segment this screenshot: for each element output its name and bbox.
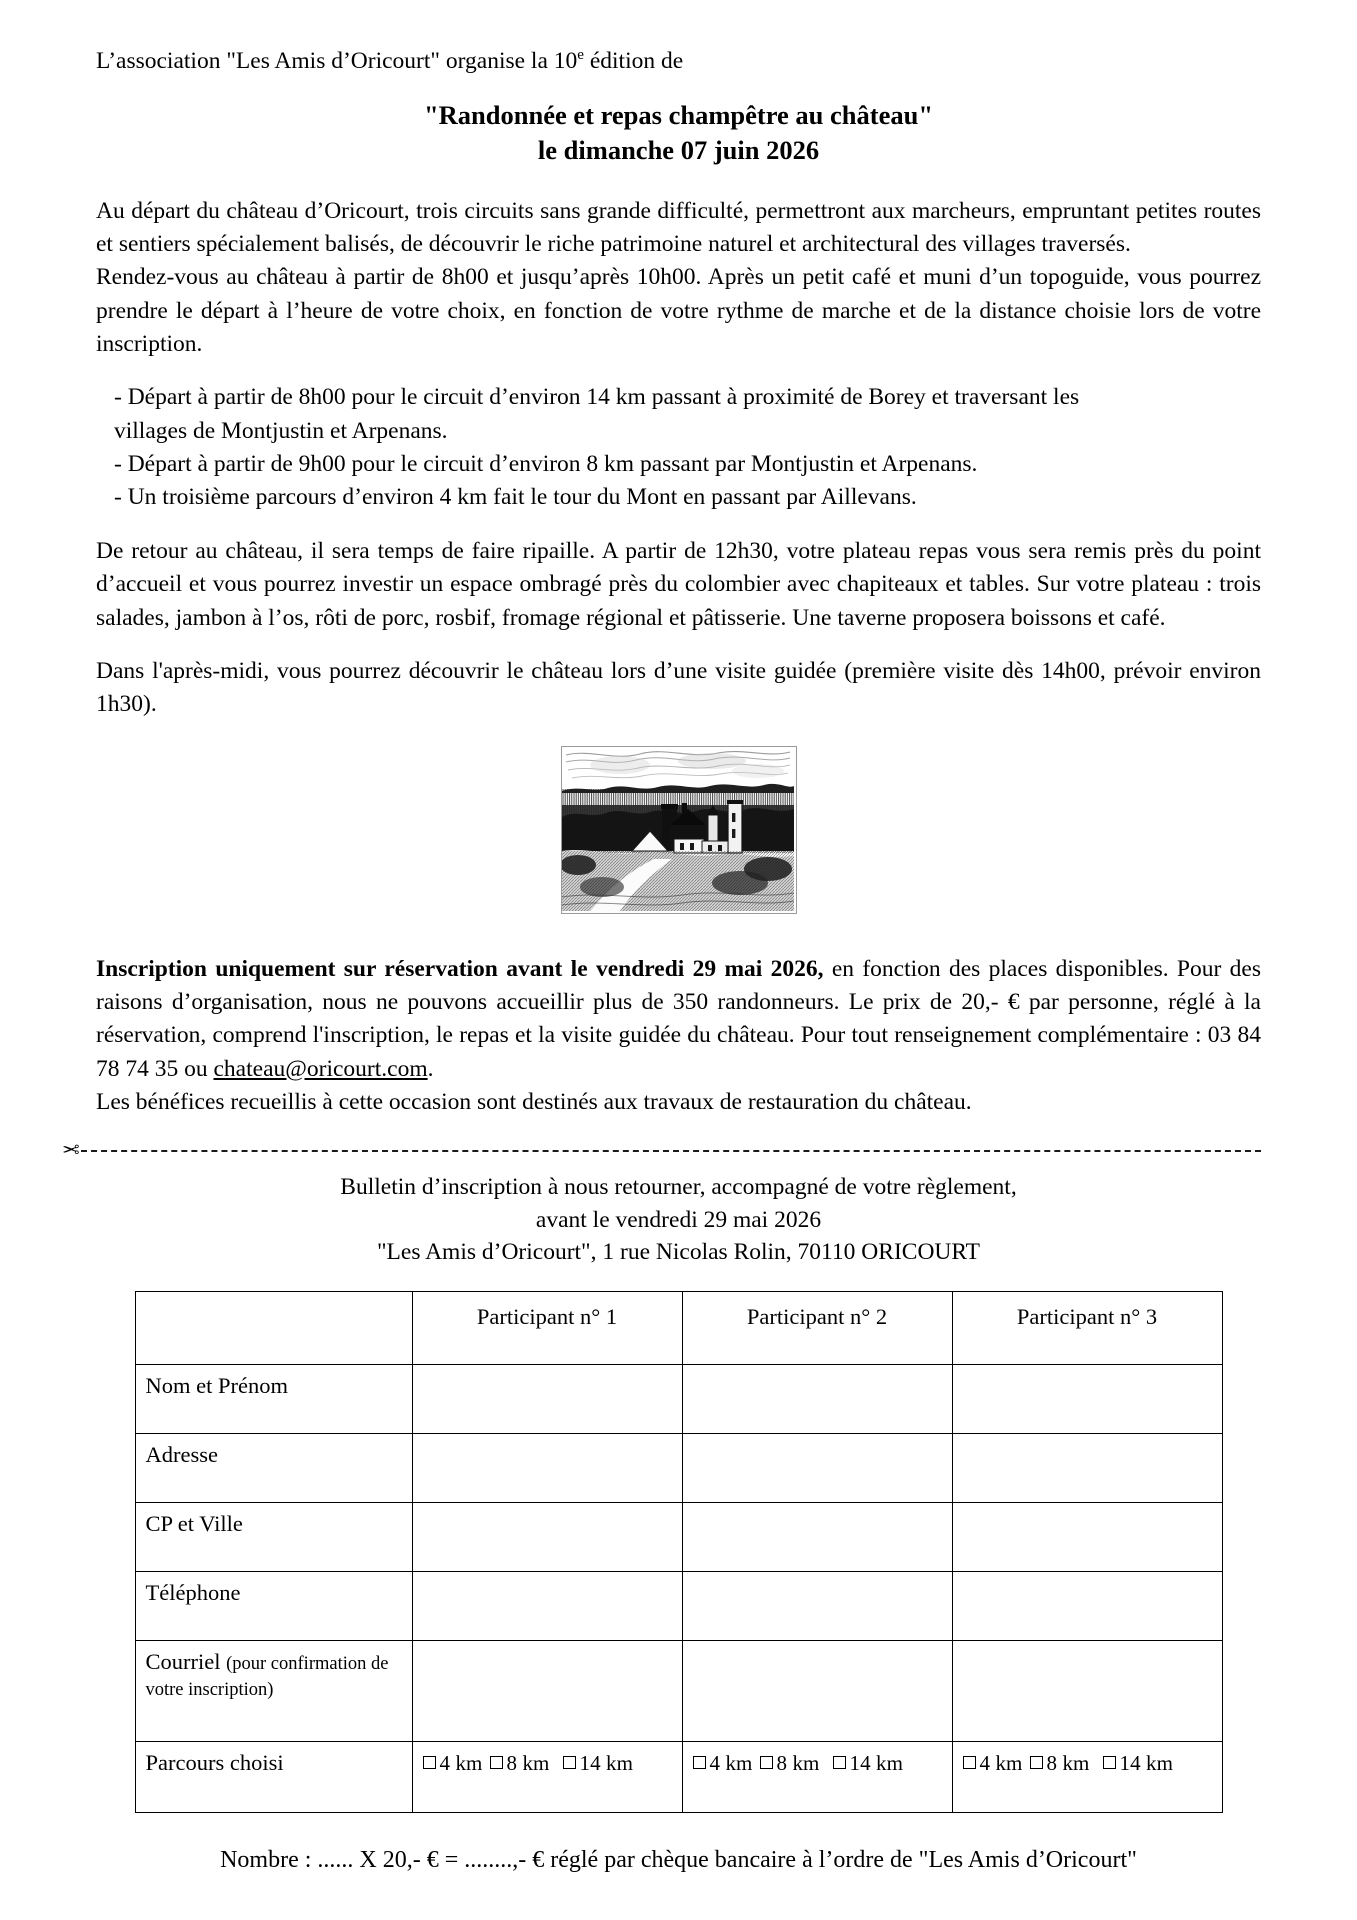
circuits-list [96, 381, 1261, 514]
table-row [135, 1571, 1222, 1640]
table-header-row [135, 1291, 1222, 1364]
scissors-icon: ✂ [62, 1137, 80, 1162]
circuit-item-1-line-1: - Départ à partir de 8h00 pour le circuit d’environ 14 km passant à proximité de Borey et traversant les [114, 384, 1080, 411]
option-label-8km-p1: 8 km [506, 1750, 550, 1775]
field-adresse-participant-3[interactable] [952, 1433, 1222, 1502]
field-nom-participant-2[interactable] [682, 1364, 952, 1433]
circuit-item-1-line-2: villages de Montjustin et Arpenans. [114, 417, 448, 444]
title-line-2: le dimanche 07 juin 2026 [537, 135, 820, 166]
field-nom-participant-1[interactable] [412, 1364, 682, 1433]
intro-text-after: édition de [583, 48, 684, 74]
option-label-14km-p3: 14 km [1119, 1750, 1174, 1775]
option-label-4km-p2: 4 km [709, 1750, 753, 1775]
row-label-courriel-note: (pour confirmation de votre inscription) [145, 1653, 389, 1701]
table-header-participant-2: Participant n° 2 [682, 1291, 952, 1364]
parcours-cell-participant-3 [952, 1741, 1222, 1812]
field-cp-ville-participant-1[interactable] [412, 1502, 682, 1571]
circuit-item-2 [114, 448, 1261, 481]
paragraph-visite: Dans l'après-midi, vous pourrez découvrir le château lors d’une visite guidée (première visite dès 14h00, prévoir environ 1h30). [96, 657, 1261, 718]
table-row [135, 1433, 1222, 1502]
field-courriel-participant-3[interactable] [952, 1640, 1222, 1741]
registration-end-period: . [427, 1055, 434, 1082]
field-cp-ville-participant-3[interactable] [952, 1502, 1222, 1571]
field-telephone-participant-2[interactable] [682, 1571, 952, 1640]
table-header-blank [135, 1291, 412, 1364]
checkbox-4km-p2[interactable] [693, 1756, 706, 1769]
bulletin-instructions [96, 1171, 1261, 1268]
parcours-cell-participant-1 [412, 1741, 682, 1812]
title-line-1: "Randonnée et repas champêtre au château" [423, 100, 934, 131]
circuit-item-1 [114, 381, 1261, 414]
field-adresse-participant-2[interactable] [682, 1433, 952, 1502]
email-link[interactable]: chateau@oricourt.com [213, 1055, 428, 1082]
option-label-4km-p3: 4 km [979, 1750, 1023, 1775]
row-label-telephone: Téléphone [135, 1571, 412, 1640]
table-header-participant-1: Participant n° 1 [412, 1291, 682, 1364]
option-label-14km-p2: 14 km [849, 1750, 904, 1775]
bulletin-line-3: "Les Amis d’Oricourt", 1 rue Nicolas Rolin, 70110 ORICOURT [376, 1239, 981, 1266]
parcours-options-2 [693, 1751, 904, 1775]
registration-deadline-bold: Inscription uniquement sur réservation avant le vendredi 29 mai 2026, [96, 955, 824, 982]
table-row [135, 1741, 1222, 1812]
row-label-courriel [135, 1640, 412, 1741]
ordinal-superscript: e [577, 47, 584, 64]
registration-paragraph [96, 953, 1261, 1086]
checkbox-4km-p3[interactable] [963, 1756, 976, 1769]
dashed-line [81, 1150, 1261, 1152]
table-row [135, 1364, 1222, 1433]
checkbox-14km-p1[interactable] [563, 1756, 576, 1769]
circuit-item-3 [114, 481, 1261, 514]
bulletin-line-1: Bulletin d’inscription à nous retourner, accompagné de votre règlement, [340, 1174, 1017, 1201]
option-label-8km-p3: 8 km [1046, 1750, 1090, 1775]
paragraph-repas: De retour au château, il sera temps de faire ripaille. A partir de 12h30, votre plateau repas vous sera remis près du point d’accueil et vous pourrez investir un espace ombragé près du colombier avec chapiteaux et tables. Sur votre plateau : trois salades, jambon à l’os, rôti de porc, rosbif, fromage régional et pâtisserie. Une taverne proposera boissons et café. [96, 537, 1261, 631]
circuit-item-2-line-1: - Départ à partir de 9h00 pour le circuit d’environ 8 km passant par Montjustin et Arpenans. [114, 451, 978, 478]
checkbox-14km-p3[interactable] [1103, 1756, 1116, 1769]
cut-here-divider [62, 1137, 1261, 1163]
paragraph-presentation: Au départ du château d’Oricourt, trois circuits sans grande difficulté, permettront aux marcheurs, empruntant petites routes et sentiers spécialement balisés, de découvrir le riche patrimoine naturel et architectural des villages traversés. [96, 197, 1261, 257]
field-adresse-participant-1[interactable] [412, 1433, 682, 1502]
table-row [135, 1640, 1222, 1741]
field-nom-participant-3[interactable] [952, 1364, 1222, 1433]
field-courriel-participant-2[interactable] [682, 1640, 952, 1741]
registration-table [135, 1291, 1223, 1813]
paragraph-rendezvous: Rendez-vous au château à partir de 8h00 et jusqu’après 10h00. Après un petit café et muni d’un topoguide, vous pourrez prendre le départ à l’heure de votre choix, en fonction de votre rythme de marche et de la distance choisie lors de votre inscription. [96, 264, 1261, 357]
field-courriel-participant-1[interactable] [412, 1640, 682, 1741]
parcours-options-1 [423, 1751, 634, 1775]
field-telephone-participant-3[interactable] [952, 1571, 1222, 1640]
page-title [96, 98, 1261, 168]
intro-line [96, 46, 1261, 76]
option-label-4km-p1: 4 km [439, 1750, 483, 1775]
row-label-courriel-main: Courriel [145, 1648, 221, 1674]
castle-engraving-svg [562, 747, 794, 911]
bulletin-line-2: avant le vendredi 29 mai 2026 [535, 1206, 822, 1233]
row-label-cp-ville: CP et Ville [135, 1502, 412, 1571]
row-label-nom: Nom et Prénom [135, 1364, 412, 1433]
checkbox-4km-p1[interactable] [423, 1756, 436, 1769]
castle-engraving-image [561, 746, 797, 914]
option-label-14km-p1: 14 km [579, 1750, 634, 1775]
benefits-paragraph: Les bénéfices recueillis à cette occasion sont destinés aux travaux de restauration du château. [96, 1089, 972, 1116]
parcours-cell-participant-2 [682, 1741, 952, 1812]
field-cp-ville-participant-2[interactable] [682, 1502, 952, 1571]
table-row [135, 1502, 1222, 1571]
option-label-8km-p2: 8 km [776, 1750, 820, 1775]
intro-text-before: L’association "Les Amis d’Oricourt" organise la 10 [96, 48, 578, 74]
registration-block [96, 953, 1261, 1120]
checkbox-8km-p3[interactable] [1030, 1756, 1043, 1769]
parcours-options-3 [963, 1751, 1174, 1775]
checkbox-8km-p1[interactable] [490, 1756, 503, 1769]
circuit-item-1-continuation [114, 415, 1261, 448]
checkbox-14km-p2[interactable] [833, 1756, 846, 1769]
table-header-participant-3: Participant n° 3 [952, 1291, 1222, 1364]
payment-line: Nombre : ...... X 20,- € = ........,- € réglé par chèque bancaire à l’ordre de "Les Amis d’Oricourt" [220, 1846, 1137, 1873]
field-telephone-participant-1[interactable] [412, 1571, 682, 1640]
checkbox-8km-p2[interactable] [760, 1756, 773, 1769]
registration-details: en fonction des places disponibles. Pour des raisons d’organisation, nous ne pouvons accueillir plus de 350 randonneurs. Le prix de 20,- € par personne, réglé à la réservation, comprend l'inscription, le repas et la visite guidée du château. Pour tout renseignement complémentaire : 03 84 78 74 35 ou [96, 955, 1261, 1082]
circuit-item-3-line-1: - Un troisième parcours d’environ 4 km fait le tour du Mont en passant par Aillevans. [114, 484, 917, 511]
row-label-parcours: Parcours choisi [135, 1741, 412, 1812]
row-label-adresse: Adresse [135, 1433, 412, 1502]
figure-castle [96, 746, 1261, 919]
